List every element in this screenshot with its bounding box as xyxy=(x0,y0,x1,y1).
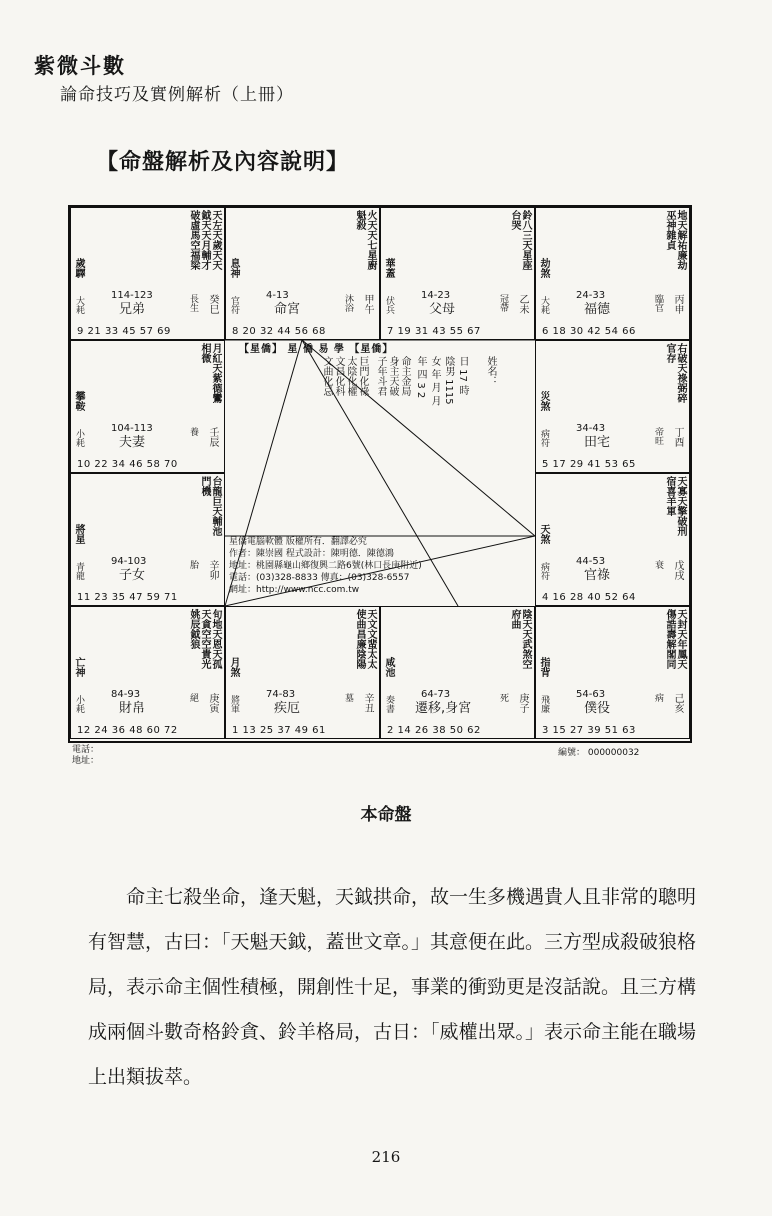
palace-shen: 災煞 xyxy=(538,391,549,411)
center-header: 【星僑】 星 僑 易 學 【星僑】 xyxy=(239,344,394,355)
palace-chou xyxy=(225,606,380,739)
palace-ganzhi: 戊戌 xyxy=(672,560,683,580)
palace-si xyxy=(70,207,225,340)
palace-ganzhi: 壬辰 xyxy=(207,427,218,447)
palace-stars: 天文文蜚太太使曲昌廉陰陽 xyxy=(354,609,376,669)
palace-shen-label: 劫煞 xyxy=(538,258,549,278)
palace-numbers: 11 23 35 47 59 71 xyxy=(77,592,178,603)
palace-stars: 台龍巨天輔池門機 xyxy=(199,476,221,536)
palace-shen: 將星 xyxy=(73,524,84,544)
center-column: 子年斗君 xyxy=(375,356,386,396)
palace-phase: 長生 xyxy=(188,294,198,312)
palace-phase: 衰 xyxy=(653,560,663,569)
palace-stars: 地天解祐廉劫巫神雜貞 xyxy=(664,210,686,270)
palace-gods: 小耗 xyxy=(74,429,84,447)
palace-phase: 冠帶 xyxy=(498,294,508,312)
palace-name: 子女 xyxy=(119,568,146,583)
palace-phase: 絕 xyxy=(188,693,198,702)
astrology-chart xyxy=(68,205,692,743)
palace-ganzhi: 丁酉 xyxy=(672,427,683,447)
palace-stars: 天封天年鳳天傷誥壽解閣同 xyxy=(664,609,686,669)
palace-gods: 伏兵 xyxy=(384,296,394,314)
palace-shen: 指背 xyxy=(538,657,549,677)
palace-range: 114-123 xyxy=(111,290,153,301)
palace-wu xyxy=(225,207,380,340)
palace-gods: 病符 xyxy=(539,562,549,580)
palace-name: 遷移,身宮 xyxy=(415,701,472,716)
palace-range: 104-113 xyxy=(111,423,153,434)
palace-range: 14-23 xyxy=(421,290,451,301)
center-column: 女 年 月 月 xyxy=(429,356,440,406)
palace-stars: 鈴八三天星座台哭 xyxy=(509,210,531,270)
palace-gods: 小耗 xyxy=(74,695,84,713)
section-heading: 【命盤解析及內容說明】 xyxy=(96,149,350,175)
palace-gods: 官符 xyxy=(229,296,239,314)
page-number: 216 xyxy=(371,1148,401,1166)
palace-range: 34-43 xyxy=(576,423,606,434)
palace-phase: 死 xyxy=(498,693,508,702)
palace-phase: 胎 xyxy=(188,560,198,569)
palace-name: 疾厄 xyxy=(274,701,301,716)
palace-wei xyxy=(380,207,535,340)
palace-phase: 養 xyxy=(188,427,198,436)
palace-shen: 攀鞍 xyxy=(73,391,84,411)
palace-ganzhi: 辛卯 xyxy=(207,560,218,580)
palace-numbers: 1 13 25 37 49 61 xyxy=(232,725,326,736)
palace-stars: 火天天七星廚魁殺 xyxy=(354,210,376,270)
palace-hai xyxy=(535,606,690,739)
palace-gods: 飛廉 xyxy=(539,695,549,713)
palace-numbers: 7 19 31 43 55 67 xyxy=(387,326,481,337)
palace-ganzhi: 庚子 xyxy=(517,693,528,713)
palace-name: 田宅 xyxy=(584,435,611,450)
palace-range: 94-103 xyxy=(111,556,147,567)
palace-name: 財帛 xyxy=(119,701,146,716)
palace-phase: 沐浴 xyxy=(343,294,353,312)
palace-gods: 將軍 xyxy=(229,695,239,713)
palace-gods: 奏書 xyxy=(384,695,394,713)
phone-line: 電話：(03)328-8833 傳真：(03)328-6557 xyxy=(229,573,410,583)
address-line: 地址：桃園縣龜山鄉復興二路6號(林口長庚附近) xyxy=(229,561,422,571)
paragraph: 命主七殺坐命，逢天魁，天鉞拱命，故一生多機遇貴人且非常的聰明有智慧，古曰：「天魁天鉞，蓋世文章。」其意便在此。三方型成殺破狼格局，表示命主個性積極，開創性十足，事業的衝勁更是沒話說。且三方構成兩個斗數奇格鈴貪、鈴羊格局，古日：「威權出眾。」表示命主能在職場上出類拔萃。 xyxy=(88,886,697,1088)
palace-numbers: 8 20 32 44 56 68 xyxy=(232,326,326,337)
palace-range: 64-73 xyxy=(421,689,451,700)
palace-ganzhi: 庚寅 xyxy=(207,693,218,713)
palace-numbers: 6 18 30 42 54 66 xyxy=(542,326,636,337)
center-column: 文昌化科 xyxy=(333,356,344,396)
palace-gods: 病符 xyxy=(539,429,549,447)
chart-center xyxy=(225,340,535,608)
author-line: 作者：陳崇國 程式設計：陳明德．陳德鴻 xyxy=(229,549,394,559)
palace-phase: 臨官 xyxy=(653,294,663,312)
palace-ganzhi: 癸巳 xyxy=(207,294,218,314)
center-footer xyxy=(225,536,535,596)
palace-name: 兄弟 xyxy=(119,302,146,317)
center-column: 文曲化忌 xyxy=(321,356,332,396)
palace-shen: 華蓋 xyxy=(383,258,394,278)
palace-shen: 歲驛 xyxy=(73,258,84,278)
chart-serial: 編號： 000000032 xyxy=(558,748,640,758)
copyright-line: 星僑電腦軟體 版權所有．翻譯必究 xyxy=(229,537,367,547)
palace-name: 官祿 xyxy=(584,568,611,583)
palace-numbers: 10 22 34 46 58 70 xyxy=(77,459,178,470)
palace-shen: 月煞 xyxy=(228,657,239,677)
palace-chen xyxy=(70,340,225,473)
palace-ganzhi: 己亥 xyxy=(672,693,683,713)
palace-range: 84-93 xyxy=(111,689,141,700)
palace-mao xyxy=(70,473,225,606)
palace-stars: 旬地天恩天孤天貪空空貴光姚辰鉞狼 xyxy=(188,609,221,669)
palace-numbers: 9 21 33 45 57 69 xyxy=(77,326,171,337)
palace-ganzhi: 辛丑 xyxy=(362,693,373,713)
center-column: 姓名： xyxy=(485,356,496,386)
palace-stars: 陰天天武煞空府曲 xyxy=(509,609,531,669)
palace-gods: 青龍 xyxy=(74,562,84,580)
palace-phase: 帝旺 xyxy=(653,427,663,445)
center-column: 日 17 時 xyxy=(457,356,468,396)
book-title: 紫微斗數 xyxy=(34,53,126,78)
palace-gods: 大耗 xyxy=(539,296,549,314)
address-label: 地址： xyxy=(72,756,100,766)
palace-shen: 息神 xyxy=(228,258,239,278)
center-column: 太陰化權 xyxy=(345,356,356,396)
center-column: 年 四 3 2 xyxy=(415,356,426,399)
palace-numbers: 5 17 29 41 53 65 xyxy=(542,459,636,470)
phone-label: 電話： xyxy=(72,745,100,755)
palace-phase: 病 xyxy=(653,693,663,702)
palace-name: 父母 xyxy=(429,302,456,317)
palace-zi xyxy=(380,606,535,739)
palace-phase: 墓 xyxy=(343,693,353,702)
palace-numbers: 3 15 27 39 51 63 xyxy=(542,725,636,736)
palace-name: 僕役 xyxy=(584,701,611,716)
palace-stars: 月紅天紫德鸞相微 xyxy=(199,343,221,403)
palace-shen: 咸池 xyxy=(383,657,394,677)
palace-ganzhi: 丙申 xyxy=(672,294,683,314)
palace-name: 夫妻 xyxy=(119,435,146,450)
book-subtitle: 論命技巧及實例解析（上冊） xyxy=(60,85,294,105)
center-column: 身主天破 xyxy=(387,356,398,396)
palace-shen xyxy=(535,207,690,340)
palace-numbers: 4 16 28 40 52 64 xyxy=(542,592,636,603)
palace-ganzhi: 甲午 xyxy=(362,294,373,314)
palace-range: 4-13 xyxy=(266,290,289,301)
chart-contact xyxy=(72,745,99,767)
center-column: 命主金局 xyxy=(399,356,410,396)
palace-ganzhi: 乙未 xyxy=(517,294,528,314)
body-text xyxy=(88,875,708,1100)
palace-stars: 天左天歲天天鉞天天月輔才破虛馬空福梁 xyxy=(188,210,221,270)
palace-name: 命宮 xyxy=(274,302,301,317)
palace-range: 24-33 xyxy=(576,290,606,301)
palace-numbers: 12 24 36 48 60 72 xyxy=(77,725,178,736)
palace-numbers: 2 14 26 38 50 62 xyxy=(387,725,481,736)
palace-name: 福德 xyxy=(584,302,611,317)
center-column: 巨門化祿 xyxy=(357,356,368,396)
url-line: 網址：http://www.ncc.com.tw xyxy=(229,585,360,595)
palace-gods: 大耗 xyxy=(74,296,84,314)
center-column: 陰男 1115 xyxy=(443,356,454,405)
palace-stars: 天寡天擎破刑宿喜羊軍 xyxy=(664,476,686,536)
palace-range: 44-53 xyxy=(576,556,606,567)
palace-xu xyxy=(535,473,690,606)
palace-range: 54-63 xyxy=(576,689,606,700)
palace-yin xyxy=(70,606,225,739)
palace-shen: 亡神 xyxy=(73,657,84,677)
palace-stars: 右破天祿弼碎官存 xyxy=(664,343,686,403)
palace-range: 74-83 xyxy=(266,689,296,700)
chart-caption: 本命盤 xyxy=(360,805,412,825)
palace-shen: 天煞 xyxy=(538,524,549,544)
palace-you xyxy=(535,340,690,473)
